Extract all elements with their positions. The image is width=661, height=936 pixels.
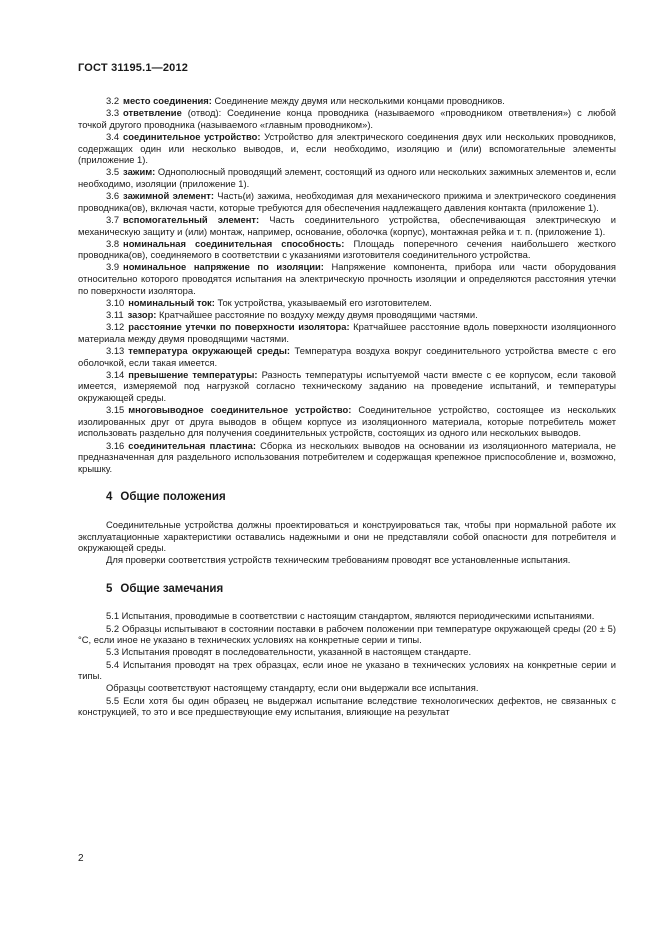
definition-text: Часть соединительного устройства, обеспечивающая электрическую и механическую защиту и (или) монтаж, например, основание, оболочка (корпус), монтажная рейка и т. п. (приложение 1). bbox=[78, 213, 616, 237]
defined-term: зажимной элемент: bbox=[123, 190, 214, 202]
section-number: 5 bbox=[106, 582, 113, 595]
clause-number: 3.11 bbox=[106, 309, 124, 321]
defined-term: расстояние утечки по поверхности изолятора: bbox=[128, 321, 350, 333]
definition-text: Площадь поперечного сечения наибольшего жесткого проводника(ов), соединяемого в соответствии с указаниями изготовителя соединительного устройства. bbox=[78, 237, 617, 261]
document-body bbox=[78, 95, 616, 718]
clause-number: 3.7 bbox=[106, 213, 120, 225]
definition-text: Кратчайшее расстояние по воздуху между двумя проводящими частями. bbox=[156, 309, 478, 321]
defined-term: место соединения: bbox=[123, 95, 212, 106]
section-5-heading bbox=[106, 584, 616, 596]
definition-text: Кратчайшее расстояние вдоль поверхности изоляционного материала между двумя проводящими частями. bbox=[78, 321, 616, 344]
page-number: 2 bbox=[78, 853, 84, 864]
defined-term: превышение температуры: bbox=[128, 368, 258, 380]
defined-term: температура окружающей среды: bbox=[128, 345, 291, 356]
definition-text: Ток устройства, указываемый его изготовителем. bbox=[214, 296, 432, 308]
section-4-heading bbox=[106, 492, 616, 504]
defined-term: номинальный ток: bbox=[128, 296, 215, 308]
defined-term: номинальная соединительная способность: bbox=[123, 237, 345, 249]
definition-text: Температура воздуха вокруг соединительного устройства вместе с его оболочкой, если такая имеется. bbox=[78, 345, 617, 368]
defined-term: соединительная пластина: bbox=[128, 439, 256, 451]
paragraph: 5.3 Испытания проводят в последовательности, указанной в настоящем стандарте. bbox=[106, 646, 472, 658]
definition-item bbox=[78, 166, 616, 189]
paragraph: 5.5 Если хотя бы один образец не выдержал испытание вследствие технологических дефектов, не связанных с конструкцией, то это и все предшествующие ему испытания, влияющие на результат bbox=[78, 694, 616, 718]
definition-item bbox=[78, 440, 616, 475]
clause-number: 3.14 bbox=[106, 368, 125, 380]
definition-text: Соединение между двумя или несколькими концами проводников. bbox=[211, 95, 505, 106]
definition-text: Соединительное устройство, состоящее из нескольких изолированных друг от друга выводов в общем корпусе из изоляционного материала, которые потребитель может использовать раздельно для получения соединительных устройств, состоящих из одного или нескольких выводов. bbox=[78, 404, 616, 439]
section-number: 4 bbox=[106, 491, 113, 504]
defined-term: номинальное напряжение по изоляции: bbox=[123, 261, 324, 273]
definition-item bbox=[78, 297, 616, 309]
definition-text: Напряжение компонента, прибора или части оборудования относительно которого проводятся испытания на электрическую прочность изоляции и определяются расстояния утечки по поверхности изолятора. bbox=[78, 261, 616, 296]
clause-number: 3.12 bbox=[106, 321, 125, 333]
definition-item bbox=[78, 309, 616, 321]
paragraph: 5.4 Испытания проводят на трех образцах, если иное не указано в технических условиях на конкретные серии и типы. bbox=[78, 658, 616, 682]
defined-term: соединительное устройство: bbox=[123, 130, 261, 142]
defined-term: многовыводное соединительное устройство: bbox=[128, 404, 352, 416]
definition-text: Однополюсный проводящий элемент, состоящий из одного или нескольких зажимных элементов и, если необходимо, изоляции (приложение 1). bbox=[78, 166, 616, 189]
clause-number: 3.4 bbox=[106, 130, 120, 142]
paragraph: Образцы соответствуют настоящему стандарту, если они выдержали все испытания. bbox=[106, 682, 479, 694]
section-title: Общие положения bbox=[120, 491, 226, 504]
clause-number: 3.9 bbox=[106, 261, 120, 273]
clause-number: 3.16 bbox=[106, 439, 125, 451]
clause-number: 3.13 bbox=[106, 345, 125, 356]
definition-text: (отвод): Соединение конца проводника (называемого «проводником ответвления») с любой точкой другого проводника (называемого «главным проводником»). bbox=[78, 107, 616, 130]
definitions-list bbox=[78, 95, 616, 474]
definition-text: Часть(и) зажима, необходимая для механического прижима и электрического соединения проводника(ов), включая части, которые требуются для обеспечения надлежащего давления контакта (приложение 1). bbox=[78, 190, 616, 213]
clause-number: 3.8 bbox=[106, 237, 120, 249]
defined-term: ответвление bbox=[123, 107, 182, 119]
clause-number: 3.10 bbox=[106, 296, 125, 308]
definition-item bbox=[78, 345, 616, 368]
definition-text: Устройство для электрического соединения двух или нескольких проводников, содержащих один или несколько выводов, и, если необходимо, изоляцию и (или) вспомогательные элементы (приложение 1). bbox=[78, 130, 616, 166]
definition-item bbox=[78, 214, 616, 237]
section-title: Общие замечания bbox=[120, 582, 224, 595]
defined-term: зажим: bbox=[123, 166, 156, 178]
definition-item bbox=[78, 190, 616, 213]
page-header: ГОСТ 31195.1—2012 bbox=[78, 62, 189, 74]
definition-item bbox=[78, 238, 616, 261]
definition-item bbox=[78, 404, 616, 439]
defined-term: вспомогательный элемент: bbox=[123, 213, 260, 225]
clause-number: 3.3 bbox=[106, 107, 120, 119]
clause-number: 3.15 bbox=[106, 404, 125, 416]
paragraph: Для проверки соответствия устройств техническим требованиям проводят все установленные испытания. bbox=[106, 554, 571, 566]
defined-term: зазор: bbox=[127, 309, 157, 321]
definition-item bbox=[78, 107, 616, 130]
definition-item bbox=[78, 321, 616, 344]
paragraph: 5.1 Испытания, проводимые в соответствии с настоящим стандартом, являются периодическими испытаниями. bbox=[106, 610, 595, 622]
definition-item bbox=[78, 95, 616, 107]
paragraph: 5.2 Образцы испытывают в состоянии поставки в рабочем положении при температуре окружающей среды (20 ± 5) °С, если иное не указано в технических условиях на конкретные серии и типы. bbox=[78, 622, 616, 646]
clause-number: 3.6 bbox=[106, 190, 120, 202]
definition-item bbox=[78, 261, 616, 296]
definition-text: Сборка из нескольких выводов на основании из изоляционного материала, не предназначенная для раздельного использования потребителем и содержащая крепежное приспособление и, возможно, крышку. bbox=[78, 439, 616, 474]
clause-number: 3.5 bbox=[106, 166, 120, 178]
definition-item bbox=[78, 131, 616, 166]
clause-number: 3.2 bbox=[106, 95, 120, 106]
definition-item bbox=[78, 369, 616, 404]
paragraph: Соединительные устройства должны проектироваться и конструироваться так, чтобы при нормальной работе их эксплуатационные характеристики оставались надежными и они не представляли собой опасности для потребителя и окружающей среды. bbox=[78, 518, 616, 554]
definition-text: Разность температуры испытуемой части вместе с ее корпусом, если таковой имеется, измеряемой под нагрузкой согласно техническому заданию на проведение испытаний, и температуры окружающей среды. bbox=[78, 368, 616, 403]
